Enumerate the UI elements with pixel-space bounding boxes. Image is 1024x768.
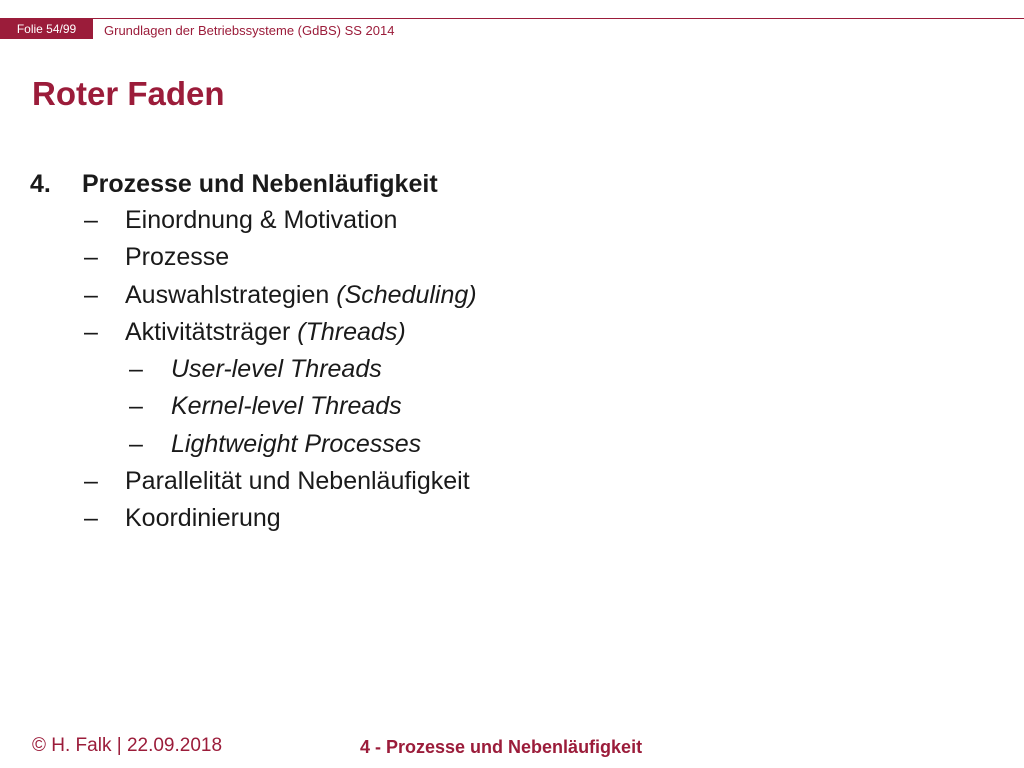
outline-subitem-label: Lightweight Processes [171,429,422,458]
slide-title: Roter Faden [32,75,225,112]
outline-item-label: Aktivitätsträger (Threads) [125,317,406,346]
bullet-dash: – [129,392,143,421]
bullet-dash: – [84,467,98,496]
bullet-dash: – [129,355,143,384]
header-divider [0,18,1024,19]
bullet-dash: – [84,280,98,309]
outline-item-koordinierung [30,500,930,537]
outline-item-term: (Threads) [297,317,406,346]
outline-item-einordnung [30,202,930,239]
bullet-dash: – [84,504,98,533]
outline-item-term: (Scheduling) [336,280,477,309]
outline-subitem-user-level-threads [30,351,930,388]
outline-item-prozesse [30,239,930,276]
outline-item-parallelitaet [30,463,930,500]
slide-number: Folie 54/99 [0,19,93,39]
outline-item-label: Koordinierung [125,504,281,533]
outline-subitem-label: User-level Threads [171,355,382,384]
course-title: Grundlagen der Betriebssysteme (GdBS) SS 2014 [104,23,395,38]
outline-subitem-lightweight-processes [30,426,930,463]
bullet-dash: – [129,429,143,458]
outline-item-label: Prozesse [125,243,230,272]
chapter-title: Prozesse und Nebenläufigkeit [82,170,438,198]
outline-subitem-kernel-level-threads [30,388,930,425]
outline-list [30,166,930,538]
bullet-dash: – [84,243,98,272]
footer-author-date: © H. Falk | 22.09.2018 [32,735,223,756]
bullet-dash: – [84,317,98,346]
outline-item-auswahlstrategien [30,277,930,314]
outline-subitem-label: Kernel-level Threads [171,392,402,421]
outline-item-label: Auswahlstrategien (Scheduling) [125,280,477,309]
outline-item-label: Einordnung & Motivation [125,206,398,234]
outline-item-label: Parallelität und Nebenläufigkeit [125,467,470,496]
chapter-number: 4. [30,170,51,198]
chapter-heading [30,166,930,202]
footer-chapter: 4 - Prozesse und Nebenläufigkeit [360,737,643,757]
bullet-dash: – [84,206,98,234]
outline-item-aktivitaetstraeger [30,314,930,351]
